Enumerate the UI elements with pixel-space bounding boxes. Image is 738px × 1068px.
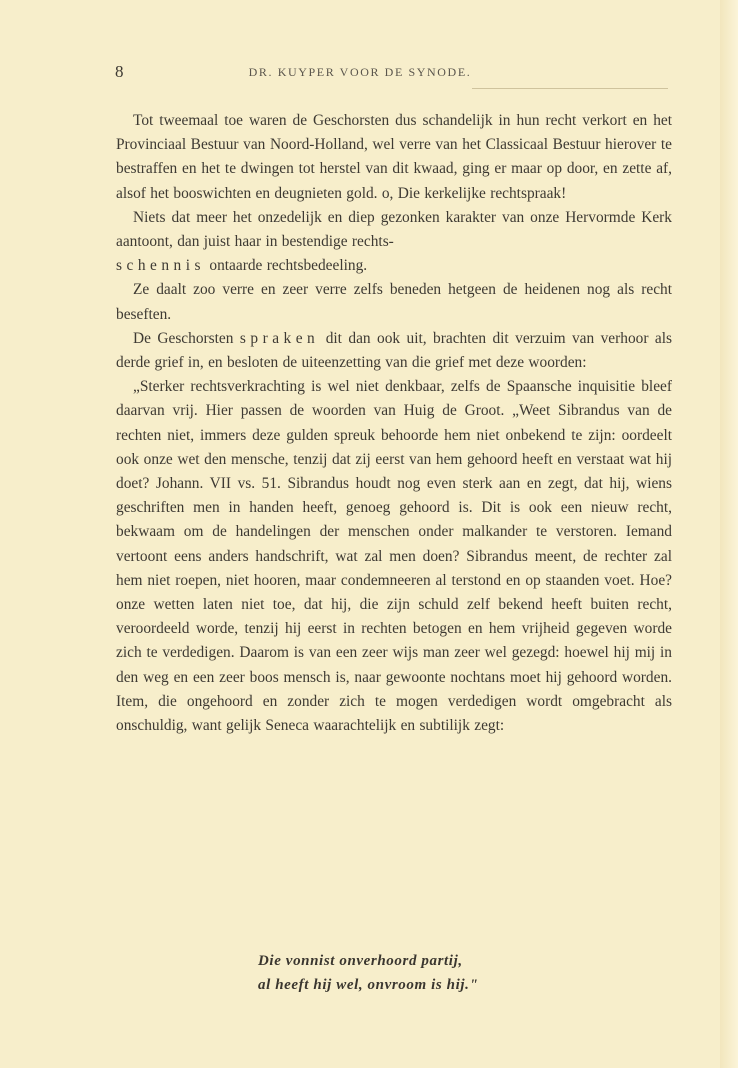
verse-line-2: al heeft hij wel, onvroom is hij." (258, 977, 479, 993)
blackletter-verse (258, 949, 478, 997)
paragraph-2-text-a: Niets dat meer het onzedelijk en diep gezonken karakter van onze Hervormde Kerk aantoont, dan juist haar in bestendige rechts- (116, 208, 672, 251)
paragraph-2-text-b: ontaarde rechtsbedeeling. (209, 257, 368, 275)
spaced-word-schennis: schennis (116, 257, 206, 275)
header-rule (472, 88, 668, 89)
spaced-word-spraken: spraken (239, 329, 320, 347)
paragraph-2 (116, 206, 672, 279)
paragraph-3: Ze daalt zoo verre en zeer verre zelfs beneden hetgeen de heidenen nog als recht beseften. (116, 281, 672, 323)
page-edge (720, 0, 738, 1068)
body-text (116, 109, 672, 738)
paragraph-4-text-a: De Geschorsten (133, 329, 234, 347)
page-header (115, 62, 605, 86)
paragraph-4 (116, 327, 672, 375)
verse-line-1: Die vonnist onverhoord partij, (258, 953, 463, 969)
running-head: DR. KUYPER VOOR DE SYNODE. (248, 65, 472, 79)
paragraph-5-quotation: „Sterker rechtsverkrachting is wel niet denkbaar, zelfs de Spaansche inquisitie bleef daarvan vrij. Hier passen de woorden van Huig de Groot. „Weet Sibrandus van de rechten niet, immers deze gulden spreuk behoorde hem niet onbekend te zijn: oordeelt ook onze wet den mensche, tenzij dat zij eerst van hem gehoord heeft en verstaat wat hij doet? Johann. VII vs. 51. Sibrandus houdt nog even sterk aan en zegt, dat hij, wiens geschriften men in handen heeft, genoeg gehoord is. Dit is ook een nieuw recht, bekwaam om de handelingen der menschen onder malkander te verstoren. Iemand vertoont eens anders handschrift, wat zal men doen? Sibrandus meent, de rechter zal hem niet roepen, niet hooren, maar condemneeren al terstond en op staanden voet. Hoe? onze wetten laten niet toe, dat hij, die zijn schuld zelf bekend heeft buiten recht, veroordeeld worde, tenzij hij eerst in rechten betogen en hem vrijheid gegeven worde zich te verdedigen. Daarom is van een zeer wijs man zeer wel gezegd: hoewel hij mij in den weg en een zeer boos mensch is, naar gewoonte nochtans moet hij gehoord worden. Item, die ongehoord en zonder zich te mogen verdedigen wordt omgebracht als onschuldig, want gelijk Seneca waarachtelijk en subtilijk zegt: (116, 378, 672, 735)
page-number: 8 (115, 62, 124, 81)
paragraph-1: Tot tweemaal toe waren de Geschorsten dus schandelijk in hun recht verkort en het Provinciaal Bestuur van Noord-Holland, wel verre van het Classicaal Bestuur hierover te bestraffen en het te dwingen tot herstel van dit kwaad, ging er maar op door, en zette af, alsof het booswichten en deugnieten gold. o, Die kerkelijke rechtspraak! (116, 112, 672, 202)
paragraph-4-text-b: dit dan ook uit, brachten dit verzuim van verhoor als derde grief in, en besloten de uiteenzetting van die grief met deze woorden: (116, 329, 672, 372)
